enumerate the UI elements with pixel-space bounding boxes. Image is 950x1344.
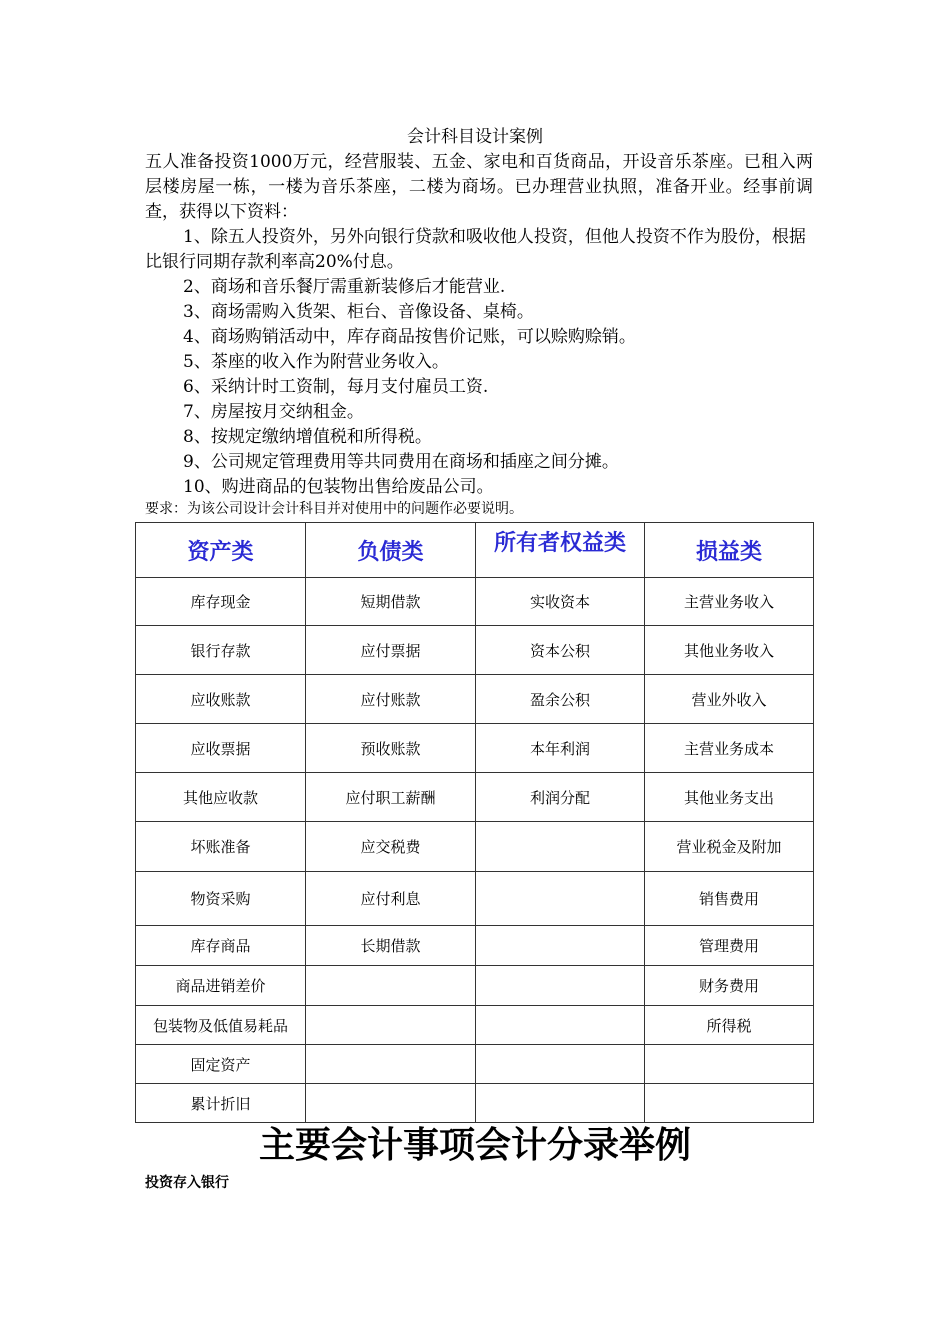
table-cell: 盈余公积 [476, 675, 645, 724]
table-cell [645, 1045, 814, 1084]
table-cell: 累计折旧 [136, 1084, 306, 1123]
table-cell: 商品进销差价 [136, 966, 306, 1006]
table-cell: 应付利息 [306, 872, 476, 926]
table-cell: 坏账准备 [136, 822, 306, 872]
table-row [136, 675, 814, 724]
table-cell: 库存现金 [136, 578, 306, 626]
table-cell: 长期借款 [306, 926, 476, 966]
table-cell: 固定资产 [136, 1045, 306, 1084]
table-cell: 库存商品 [136, 926, 306, 966]
table-row [136, 578, 814, 626]
table-cell [476, 1084, 645, 1123]
table-cell: 应交税费 [306, 822, 476, 872]
table-cell: 营业税金及附加 [645, 822, 814, 872]
table-cell: 其他业务支出 [645, 773, 814, 822]
table-cell: 主营业务收入 [645, 578, 814, 626]
list-item: 5、茶座的收入作为附营业务收入。 [183, 352, 449, 372]
table-cell: 应付票据 [306, 626, 476, 675]
table-row [136, 926, 814, 966]
table-cell [476, 1006, 645, 1045]
table-cell: 营业外收入 [645, 675, 814, 724]
list-item: 8、按规定缴纳增值税和所得税。 [183, 427, 432, 447]
table-header-row [136, 523, 814, 578]
table-cell: 银行存款 [136, 626, 306, 675]
table-cell [476, 822, 645, 872]
table-cell: 本年利润 [476, 724, 645, 773]
table-cell [476, 926, 645, 966]
table-cell: 销售费用 [645, 872, 814, 926]
table-row [136, 773, 814, 822]
header-equity: 所有者权益类 [476, 523, 645, 578]
table-row [136, 1006, 814, 1045]
table-cell: 财务费用 [645, 966, 814, 1006]
table-cell: 实收资本 [476, 578, 645, 626]
list-item: 7、房屋按月交纳租金。 [183, 402, 364, 422]
table-cell [306, 966, 476, 1006]
table-cell: 短期借款 [306, 578, 476, 626]
table-cell: 其他业务收入 [645, 626, 814, 675]
requirement-text: 要求：为该公司设计会计科目并对使用中的问题作必要说明。 [145, 501, 523, 517]
table-cell [306, 1084, 476, 1123]
table-cell [306, 1045, 476, 1084]
table-cell: 所得税 [645, 1006, 814, 1045]
list-item: 9、公司规定管理费用等共同费用在商场和插座之间分摊。 [183, 452, 619, 472]
list-item: 4、商场购销活动中，库存商品按售价记账，可以赊购赊销。 [183, 327, 636, 347]
header-liabilities: 负债类 [306, 523, 476, 578]
table-row [136, 1045, 814, 1084]
table-cell: 管理费用 [645, 926, 814, 966]
table-row [136, 1084, 814, 1123]
table-row [136, 966, 814, 1006]
list-item: 3、商场需购入货架、柜台、音像设备、桌椅。 [183, 302, 534, 322]
table-cell: 应收票据 [136, 724, 306, 773]
table-cell: 其他应收款 [136, 773, 306, 822]
table-cell: 应付职工薪酬 [306, 773, 476, 822]
table-cell: 利润分配 [476, 773, 645, 822]
table-cell: 主营业务成本 [645, 724, 814, 773]
table-cell: 资本公积 [476, 626, 645, 675]
table-row [136, 872, 814, 926]
table-row [136, 724, 814, 773]
table-cell [476, 872, 645, 926]
table-cell: 包装物及低值易耗品 [136, 1006, 306, 1045]
list-item: 2、商场和音乐餐厅需重新装修后才能营业. [183, 277, 506, 297]
list-item: 10、购进商品的包装物出售给废品公司。 [183, 477, 494, 497]
table-cell [306, 1006, 476, 1045]
table-row [136, 822, 814, 872]
table-cell [645, 1084, 814, 1123]
table-cell: 预收账款 [306, 724, 476, 773]
table-cell: 物资采购 [136, 872, 306, 926]
accounts-table [135, 522, 814, 1123]
intro-paragraph: 五人准备投资1000万元，经营服装、五金、家电和百货商品，开设音乐茶座。已租入两层楼房屋一栋，一楼为音乐茶座，二楼为商场。已办理营业执照，准备开业。经事前调查，获得以下资料： [145, 152, 813, 222]
header-assets: 资产类 [136, 523, 306, 578]
header-profit-loss: 损益类 [645, 523, 814, 578]
table-cell [476, 966, 645, 1006]
info-list [145, 225, 813, 500]
document-title: 会计科目设计案例 [407, 127, 543, 147]
table-cell: 应收账款 [136, 675, 306, 724]
section-heading: 主要会计事项会计分录举例 [258, 1125, 691, 1166]
subsection-heading: 投资存入银行 [145, 1175, 229, 1191]
table-cell: 应付账款 [306, 675, 476, 724]
list-item: 6、采纳计时工资制，每月支付雇员工资. [183, 377, 489, 397]
table-row [136, 626, 814, 675]
table-cell [476, 1045, 645, 1084]
list-item: 1、除五人投资外，另外向银行贷款和吸收他人投资，但他人投资不作为股份，根据比银行同期存款利率高20%付息。 [145, 227, 806, 272]
